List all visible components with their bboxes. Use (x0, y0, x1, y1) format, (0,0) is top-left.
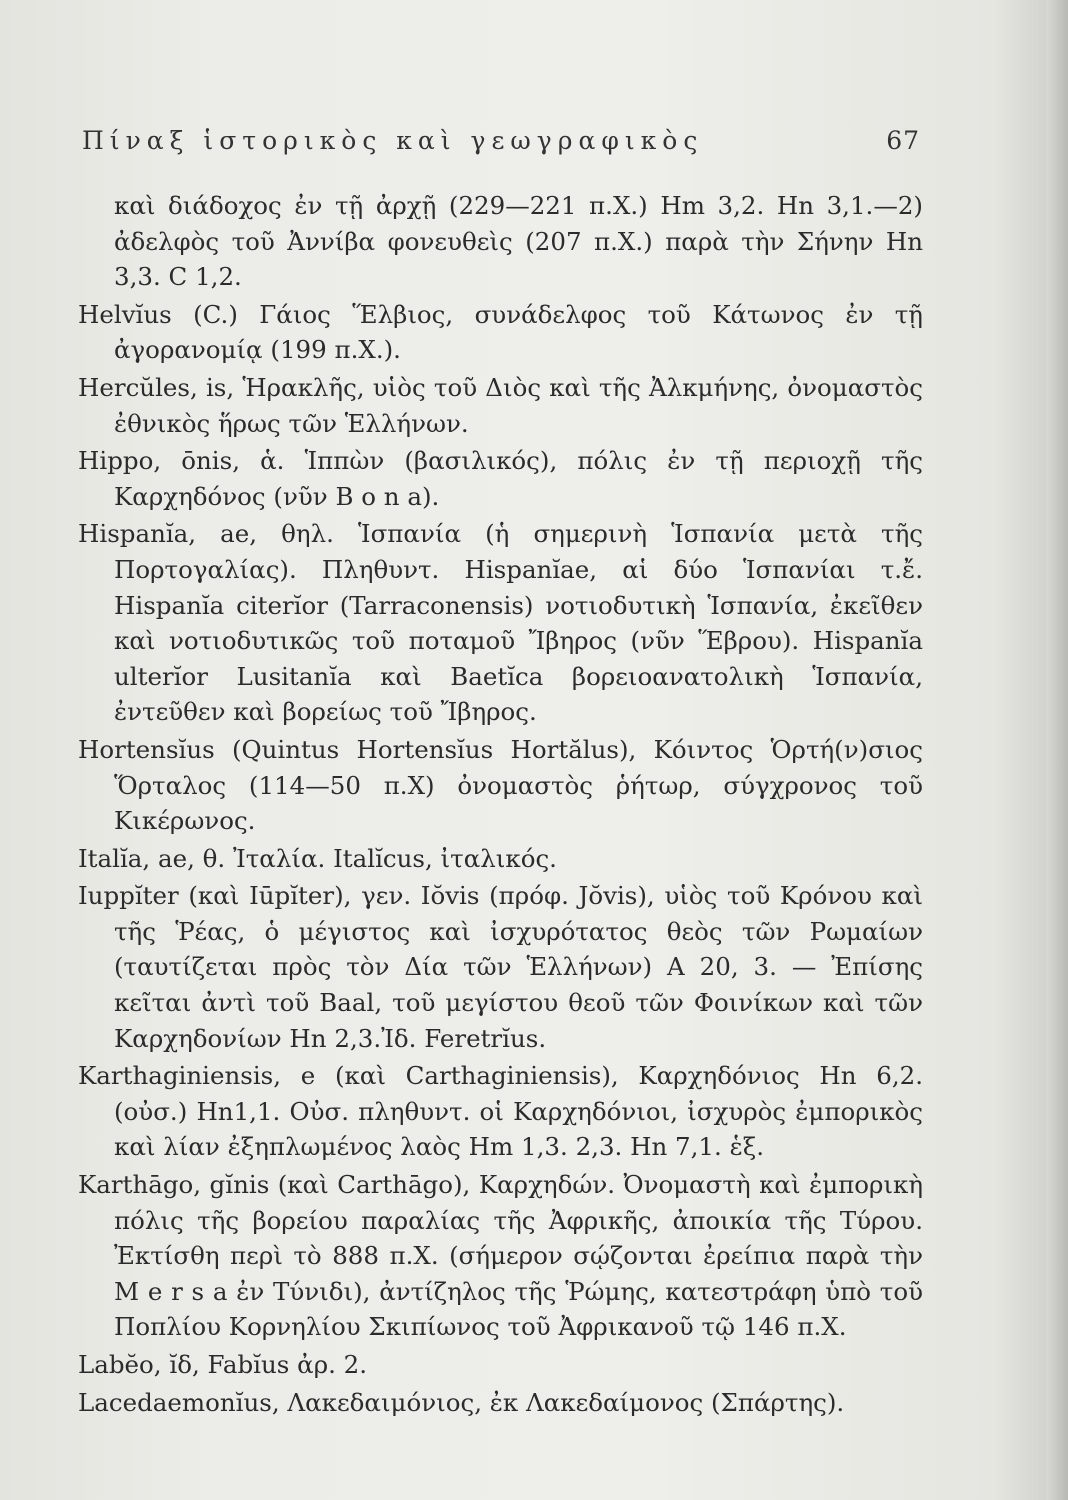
entry-hippo: Hippo, ōnis, ἁ. Ἱππὼν (βασιλικός), πόλις ἐν τῇ περιοχῇ τῆς Καρχηδόνος (νῦν B o n a). (78, 446, 923, 511)
entry-karthaginiensis: Karthaginiensis, e (καὶ Carthaginiensis), Καρχηδόνιος Hn 6,2. (οὐσ.) Hn1,1. Οὐσ. πληθυντ. οἱ Καρχηδόνιοι, ἰσχυρὸς ἐμπορικὸς καὶ λίαν ἐξηπλωμένος λαὸς Hm 1,3. 2,3. Hn 7,1. ἑξ. (78, 1061, 923, 1162)
page-number: 67 (886, 126, 920, 155)
entry-hercules: Hercŭles, is, Ἡρακλῆς, υἱὸς τοῦ Διὸς καὶ τῆς Ἀλκμήνης, ὀνομαστὸς ἐθνικὸς ἥρως τῶν Ἑλλήνων. (78, 372, 923, 438)
entry-italia: Italĭa, ae, θ. Ἰταλία. Italĭcus, ἰταλικός. (78, 843, 557, 873)
entry-hispania: Hispanĭa, ae, θηλ. Ἱσπανία (ἡ σημερινὴ Ἱσπανία μετὰ τῆς Πορτογαλίας). Πληθυντ. Hispanĭae, αἱ δύο Ἱσπανίαι τ.ἔ. Hispanĭa citerĭor (Tarraconensis) νοτιοδυτικὴ Ἱσπανία, ἐκεῖθεν καὶ νοτιοδυτικῶς τοῦ ποταμοῦ Ἴβηρος (νῦν Ἕβρου). Hispanĭa ulterĭor Lusitanĭa καὶ Baetĭca βορειοανατολικὴ Ἱσπανία, ἐντεῦθεν καὶ βορείως τοῦ Ἴβηρος. (78, 519, 923, 727)
running-header (82, 126, 920, 166)
entry-lacedaemonius: Lacedaemonĭus, Λακεδαιμόνιος, ἐκ Λακεδαίμονος (Σπάρτης). (78, 1387, 845, 1417)
entry-hortensius: Hortensĭus (Quintus Hortensĭus Hortălus), Κόιντος Ὁρτή(ν)σιος Ὅρταλος (114—50 π.Χ) ὀνομαστὸς ῥήτωρ, σύγχρονος τοῦ Κικέρωνος. (78, 734, 923, 836)
glossary-entries (78, 188, 923, 1422)
entry-labeo: Labĕo, ĭδ, Fabĭus ἀρ. 2. (78, 1350, 368, 1379)
entry-iuppiter: Iuppĭter (καὶ Iūpĭter), γεν. Iŏvis (πρόφ. Jŏvis), υἱὸς τοῦ Κρόνου καὶ τῆς Ῥέας, ὁ μέγιστος καὶ ἰσχυρότατος θεὸς τῶν Ρωμαίων (ταυτίζεται πρὸς τὸν Δία τῶν Ἑλλήνων) A 20, 3. — Ἐπίσης κεῖται ἀντὶ τοῦ Baal, τοῦ μεγίστου θεοῦ τῶν Φοινίκων καὶ τῶν Καρχηδονίων Hn 2,3.Ἰδ. Feretrĭus. (78, 881, 923, 1053)
header-title: Πίναξ ἱστορικὸς καὶ γεωγραφικὸς (82, 126, 704, 155)
page-edge-shadow (1046, 0, 1068, 1500)
entry-helvius: Helvĭus (C.) Γάιος Ἕλβιος, συνάδελφος τοῦ Κάτωνος ἐν τῇ ἀγορανομίᾳ (199 π.Χ.). (78, 299, 923, 365)
entry-karthago: Karthāgo, gĭnis (καὶ Carthāgo), Καρχηδών. Ὀνομαστὴ καὶ ἐμπορικὴ πόλις τῆς βορείου παραλίας τῆς Ἀφρικῆς, ἀποικία τῆς Τύρου. Ἐκτίσθη περὶ τὸ 888 π.Χ. (σήμερον σῴζονται ἐρείπια παρὰ τὴν M e r s a ἐν Τύνιδι), ἀντίζηλος τῆς Ῥώμης, κατεστράφη ὑπὸ τοῦ Ποπλίου Κορνηλίου Σκιπίωνος τοῦ Ἀφρικανοῦ τῷ 146 π.Χ. (78, 1170, 923, 1342)
entry-continuation: καὶ διάδοχος ἐν τῇ ἀρχῇ (229—221 π.Χ.) Hm 3,2. Hn 3,1.—2) ἀδελφὸς τοῦ Ἀννίβα φονευθεὶς (207 π.Χ.) παρὰ τὴν Σήνην Hn 3,3. C 1,2. (114, 191, 923, 292)
